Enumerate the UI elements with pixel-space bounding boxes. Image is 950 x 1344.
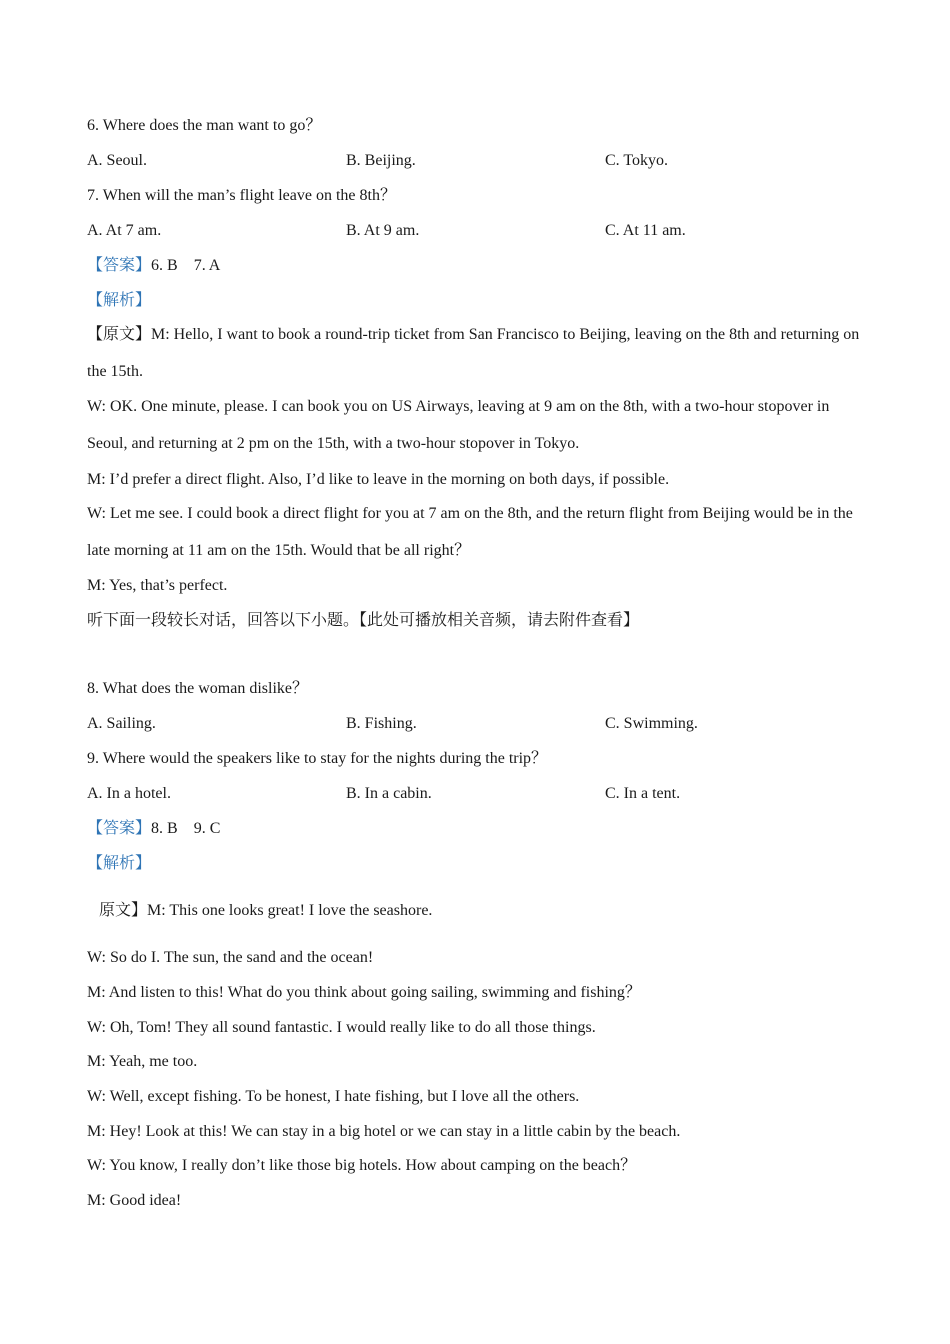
- option-b: B. In a cabin.: [346, 785, 432, 802]
- option-b: B. Fishing.: [346, 715, 417, 732]
- option-c: C. Swimming.: [605, 715, 698, 732]
- answer-tag: 【答案】: [87, 820, 152, 837]
- transcript-line: 原文】M: This one looks great! I love the seashore.: [99, 902, 433, 919]
- answer-text: 8. B 9. C: [151, 820, 221, 837]
- transcript-paragraph: W: Let me see. I could book a direct flight for you at 7 am on the 8th, and the return flight from Beijing would be in the late morning at 11 am on the 15th. Would that be all right？: [87, 505, 853, 559]
- transcript-line: M: Yes, that’s perfect.: [87, 577, 228, 594]
- transcript-paragraph: 【原文】M: Hello, I want to book a round-trip ticket from San Francisco to Beijing, leaving on the 8th and returning on the 15th.: [87, 326, 860, 380]
- option-b: B. At 9 am.: [346, 222, 420, 239]
- answer-line: [87, 256, 220, 276]
- question-6-options: [87, 151, 867, 171]
- analysis-tag: [87, 291, 151, 311]
- option-a: A. Seoul.: [87, 152, 147, 169]
- option-a: A. At 7 am.: [87, 222, 162, 239]
- transcript-line: W: So do I. The sun, the sand and the ocean!: [87, 949, 374, 966]
- answer-line: [87, 819, 220, 839]
- transcript-line: W: Well, except fishing. To be honest, I hate fishing, but I love all the others.: [87, 1088, 580, 1105]
- transcript-line: M: Good idea!: [87, 1192, 182, 1209]
- option-a: A. Sailing.: [87, 715, 156, 732]
- analysis-tag: [87, 854, 151, 874]
- analysis-label: 【解析】: [87, 855, 152, 872]
- question-9: 9. Where would the speakers like to stay for the nights during the trip？: [87, 750, 548, 767]
- transcript-line: M: Yeah, me too.: [87, 1053, 198, 1070]
- option-c: C. In a tent.: [605, 785, 681, 802]
- analysis-label: 【解析】: [87, 292, 152, 309]
- answer-tag: 【答案】: [87, 257, 152, 274]
- question-9-options: [87, 784, 867, 804]
- transcript-line: W: Oh, Tom! They all sound fantastic. I would really like to do all those things.: [87, 1019, 596, 1036]
- transcript-line: W: You know, I really don’t like those big hotels. How about camping on the beach？: [87, 1157, 637, 1174]
- option-c: C. At 11 am.: [605, 222, 686, 239]
- option-c: C. Tokyo.: [605, 152, 669, 169]
- question-6: 6. Where does the man want to go？: [87, 117, 322, 134]
- transcript-paragraph: W: OK. One minute, please. I can book you on US Airways, leaving at 9 am on the 8th, with a two-hour stopover in Seoul, and returning at 2 pm on the 15th, with a two-hour stopover in Tokyo.: [87, 398, 830, 452]
- listening-instruction: 听下面一段较长对话，回答以下小题。【此处可播放相关音频，请去附件查看】: [87, 612, 640, 629]
- transcript-line: M: Hey! Look at this! We can stay in a big hotel or we can stay in a little cabin by the beach.: [87, 1123, 681, 1140]
- question-7: 7. When will the man’s flight leave on the 8th？: [87, 187, 396, 204]
- question-8: 8. What does the woman dislike？: [87, 680, 309, 697]
- transcript-line: M: I’d prefer a direct flight. Also, I’d like to leave in the morning on both days, if possible.: [87, 471, 670, 488]
- question-8-options: [87, 714, 867, 734]
- transcript-line: M: And listen to this! What do you think about going sailing, swimming and fishing？: [87, 984, 641, 1001]
- option-a: A. In a hotel.: [87, 785, 171, 802]
- question-7-options: [87, 221, 867, 241]
- option-b: B. Beijing.: [346, 152, 416, 169]
- answer-text: 6. B 7. A: [151, 257, 221, 274]
